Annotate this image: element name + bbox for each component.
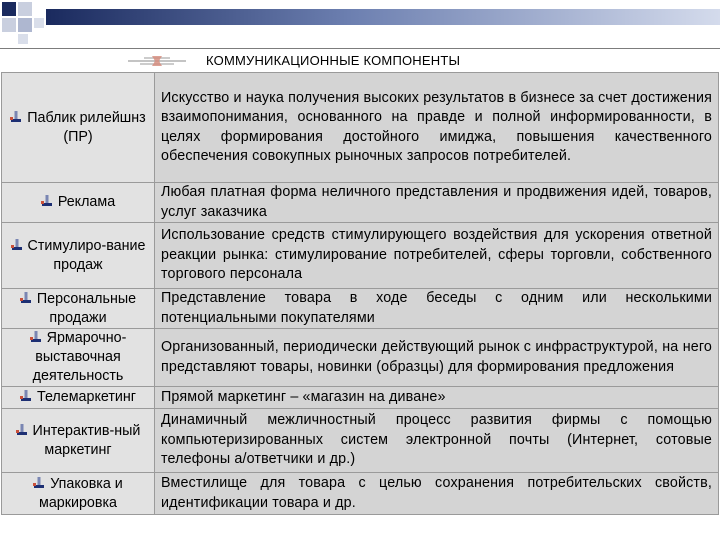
- bullet-icon: [11, 239, 23, 251]
- table-row: [2, 409, 719, 473]
- term-label: Интерактив-ный маркетинг: [32, 422, 141, 458]
- definition-cell: [155, 409, 719, 473]
- decor-square: [2, 2, 16, 16]
- definition-text: Вместилище для товара с целью сохранения потребительских свойств, идентификации товара и др.: [161, 475, 712, 511]
- definition-text: Организованный, периодически действующий рынок с инфраструктурой, на него представляют товары, новинки (образцы) для формирования предложения: [161, 339, 712, 375]
- term-label: Телемаркетинг: [37, 389, 136, 405]
- page-title: КОММУНИКАЦИОННЫЕ КОМПОНЕНТЫ: [206, 53, 461, 68]
- bullet-icon: [20, 390, 32, 402]
- arrow-logo-icon: [126, 55, 188, 67]
- term-cell: [2, 409, 155, 473]
- bullet-icon: [41, 195, 53, 207]
- definition-text: Представление товара в ходе беседы с одним или несколькими потенциальными покупателями: [161, 290, 712, 326]
- term-label: Реклама: [57, 194, 116, 210]
- gradient-bar: [46, 9, 720, 25]
- definition-cell: [155, 223, 719, 289]
- term-label: Персональные продажи: [36, 290, 137, 326]
- definition-cell: [155, 329, 719, 387]
- decor-square: [18, 2, 32, 16]
- bullet-icon: [30, 331, 42, 343]
- definition-cell: [155, 183, 719, 223]
- definition-text: Искусство и наука получения высоких результатов в бизнесе за счет достижения взаимопонимания, основанного на правде и полной информированности, в целях формирования достойного имиджа, повышения качественного обеспечения совокупных рыночных запросов потребителей.: [161, 89, 712, 164]
- table-row: [2, 329, 719, 387]
- definition-text: Динамичный межличностный процесс развития фирмы с помощью компьютеризированных систем электронной почты (Интернет, сотовые телефоны а/ответчики и др.): [161, 412, 712, 468]
- definition-cell: [155, 73, 719, 183]
- term-cell: [2, 473, 155, 515]
- table-row: [2, 73, 719, 183]
- term-label: Стимулиро-вание продаж: [27, 237, 146, 273]
- term-label: Ярмарочно-выставочная деятельность: [32, 330, 127, 384]
- decor-square: [18, 34, 28, 44]
- term-cell: [2, 289, 155, 329]
- table-row: [2, 473, 719, 515]
- bullet-icon: [20, 292, 32, 304]
- definition-text: Использование средств стимулирующего воздействия для ускорения ответной реакции рынка: стимулирование потребителей, сферы торговли, собственного торгового персонала: [161, 227, 712, 283]
- table-row: [2, 223, 719, 289]
- decor-square: [18, 18, 32, 32]
- definition-text: Прямой маркетинг – «магазин на диване»: [161, 388, 446, 405]
- term-cell: [2, 329, 155, 387]
- decorative-header: [0, 0, 720, 48]
- term-label: Упаковка и маркировка: [39, 475, 123, 511]
- definition-cell: [155, 289, 719, 329]
- term-cell: [2, 183, 155, 223]
- term-cell: [2, 223, 155, 289]
- table-row: [2, 387, 719, 409]
- decor-square: [2, 18, 16, 32]
- bullet-icon: [16, 424, 28, 436]
- term-label: Паблик рилейшнз (ПР): [27, 109, 146, 145]
- bullet-icon: [33, 477, 45, 489]
- table-row: [2, 183, 719, 223]
- term-cell: [2, 387, 155, 409]
- term-cell: [2, 73, 155, 183]
- bullet-icon: [10, 111, 22, 123]
- definition-cell: [155, 387, 719, 409]
- definition-text: Любая платная форма неличного представления и продвижения идей, товаров, услуг заказчика: [161, 184, 712, 220]
- header: [0, 48, 720, 73]
- components-table: [1, 72, 719, 515]
- decor-square: [34, 18, 44, 28]
- definition-cell: [155, 473, 719, 515]
- table-row: [2, 289, 719, 329]
